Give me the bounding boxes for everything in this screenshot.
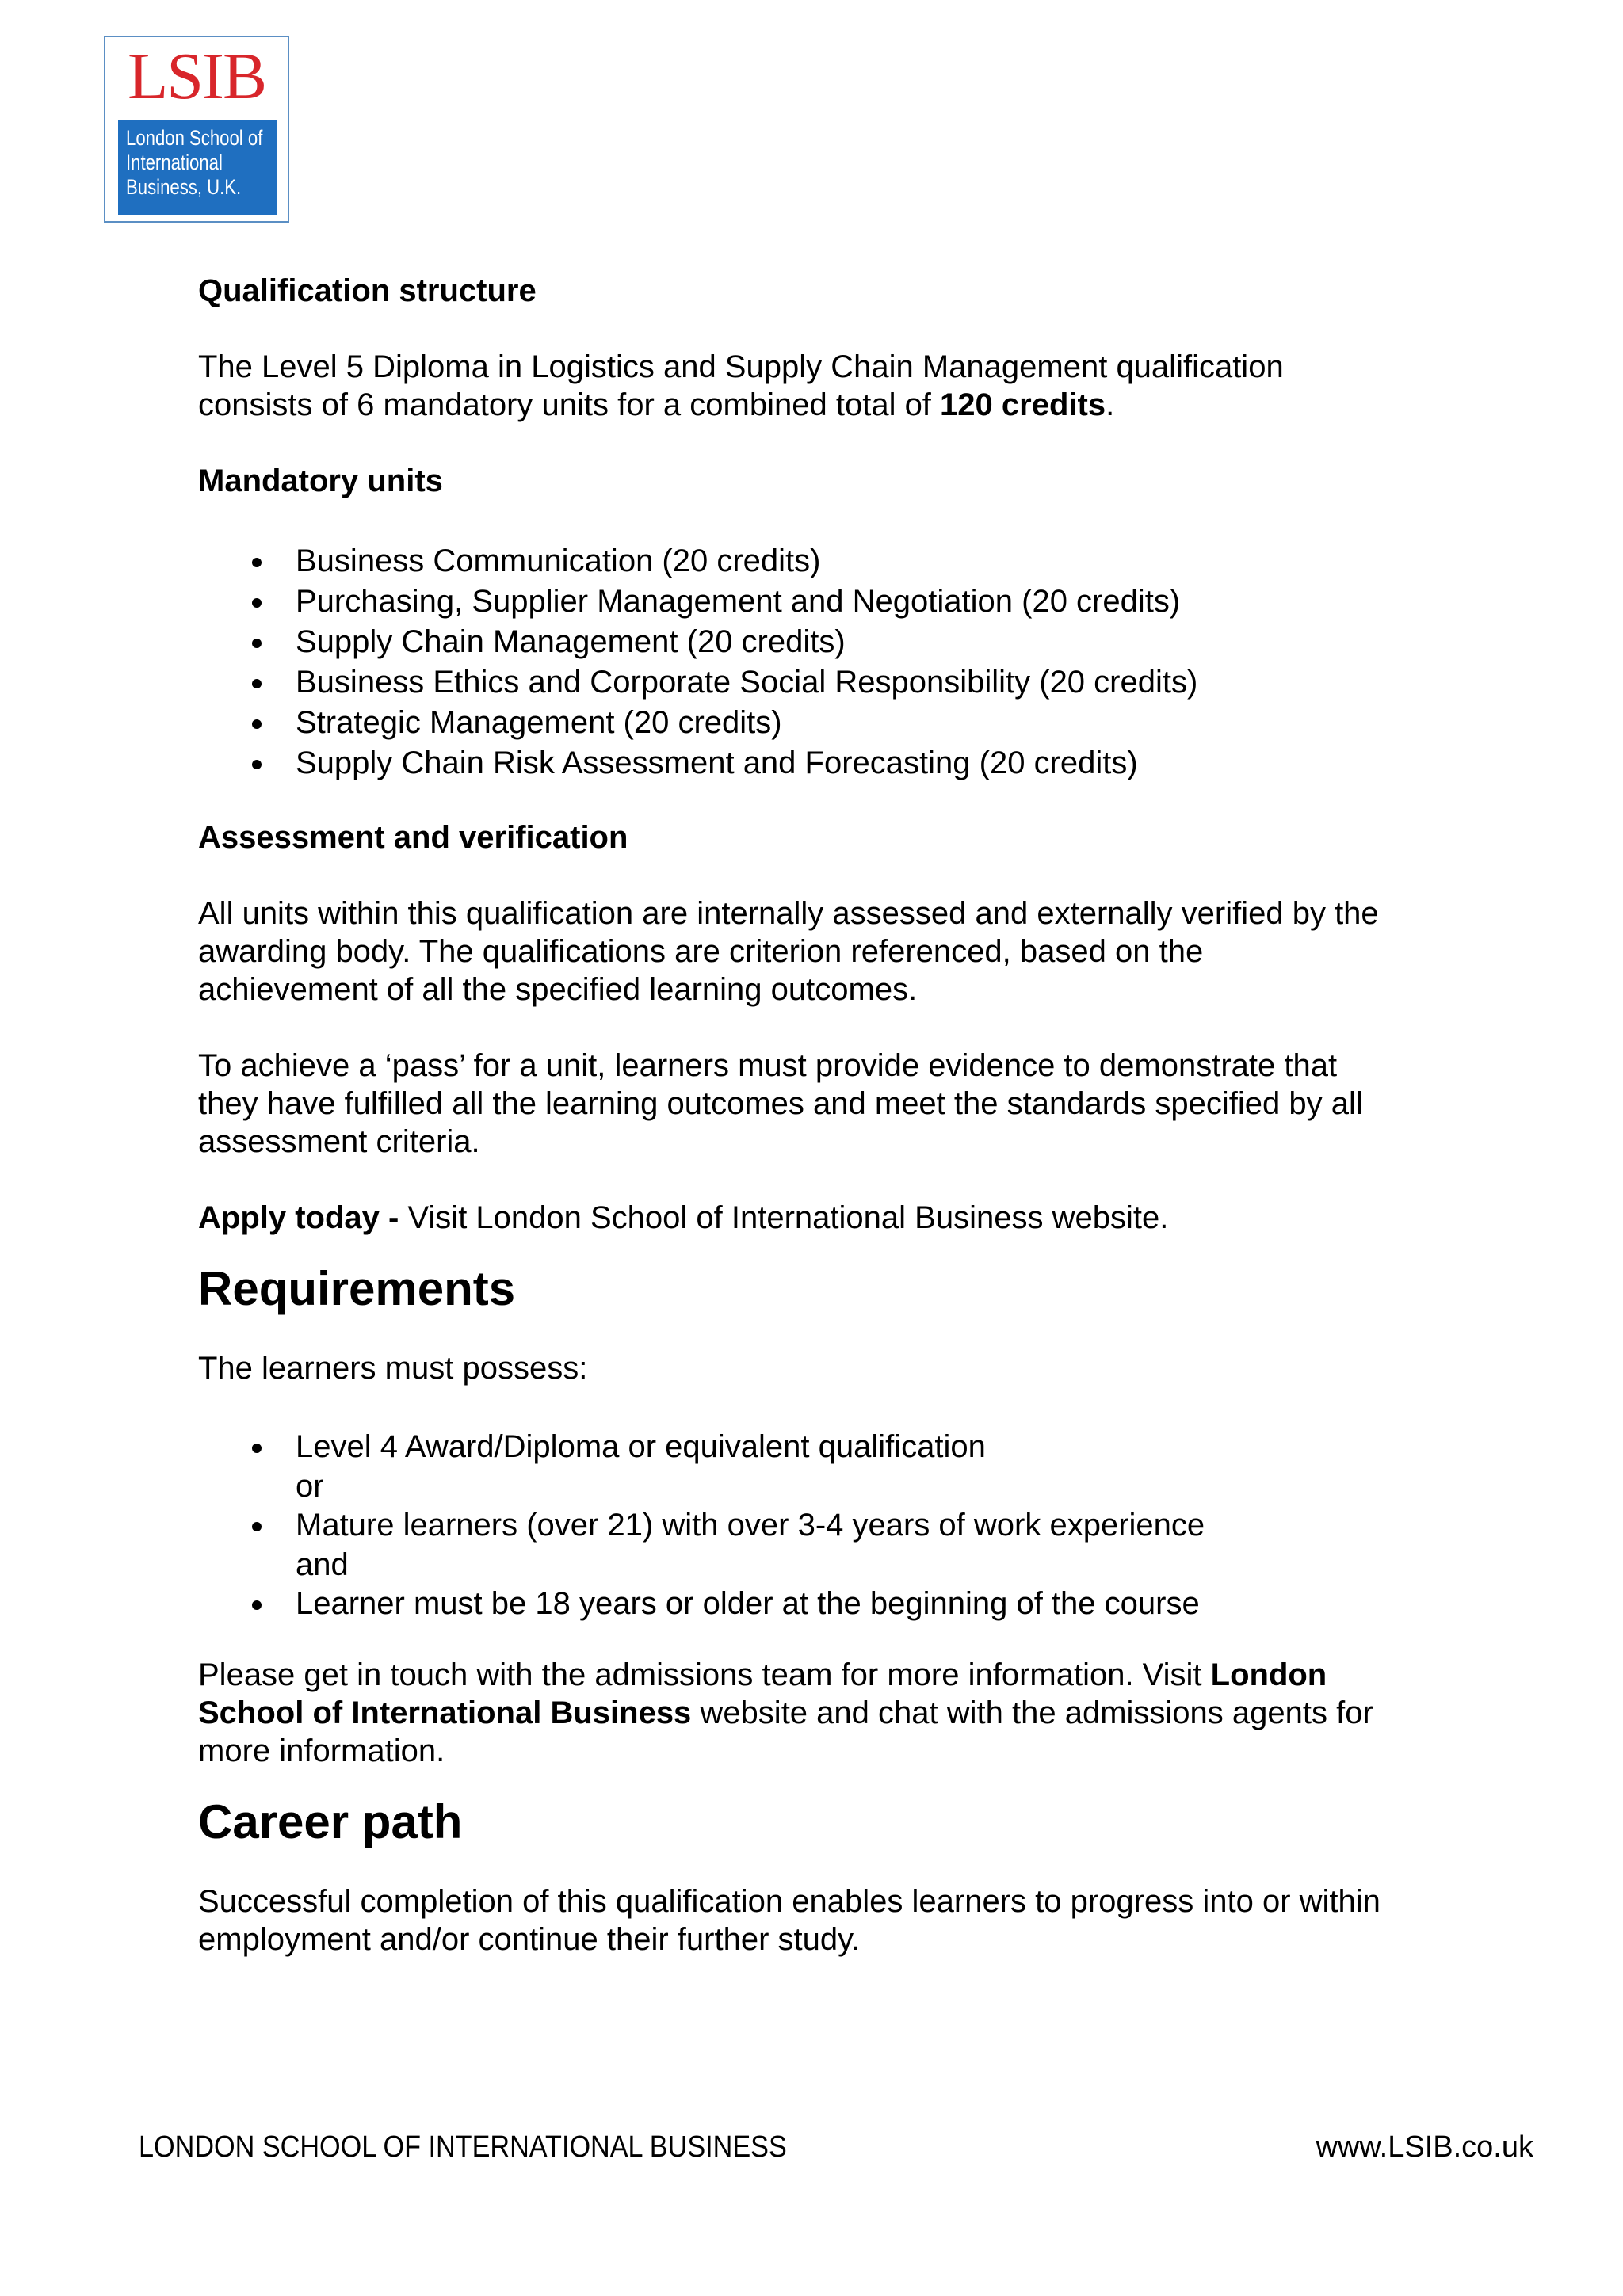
lsib-logo: [104, 36, 289, 223]
logo-line: Business, U.K.: [126, 175, 242, 199]
list-item: Mature learners (over 21) with over 3-4 years of work experience: [198, 1505, 1434, 1546]
career-paragraph: [198, 1882, 1434, 1958]
text-line: they have fulfilled all the learning outcomes and meet the standards specified by all: [198, 1086, 1363, 1121]
text-line: Successful completion of this qualification enables learners to progress into or within: [198, 1884, 1381, 1919]
assessment-heading: Assessment and verification: [198, 820, 628, 855]
list-connector: or: [296, 1469, 324, 1504]
intro-line: The Level 5 Diploma in Logistics and Supply Chain Management qualification: [198, 349, 1284, 384]
mandatory-units-list: [198, 541, 1434, 784]
qualification-heading: Qualification structure: [198, 273, 537, 308]
requirements-intro: The learners must possess:: [198, 1351, 588, 1386]
list-item: Supply Chain Risk Assessment and Forecasting (20 credits): [198, 743, 1434, 784]
document-body: [198, 272, 1434, 1958]
list-connector: and: [296, 1547, 349, 1582]
text-line: To achieve a ‘pass’ for a unit, learners must provide evidence to demonstrate that: [198, 1048, 1338, 1083]
intro-line: consists of 6 mandatory units for a combined total of: [198, 387, 941, 422]
footer-website: www.LSIB.co.uk: [1316, 2130, 1533, 2164]
mandatory-units-heading: Mandatory units: [198, 463, 443, 498]
footer-school-name: LONDON SCHOOL OF INTERNATIONAL BUSINESS: [139, 2130, 787, 2164]
apply-today-text: Visit London School of International Business website.: [399, 1200, 1169, 1235]
text-line: achievement of all the specified learning outcomes.: [198, 972, 918, 1007]
logo-blue-box: [118, 120, 277, 215]
contact-paragraph: [198, 1656, 1434, 1770]
logo-wordmark: LSIB: [127, 40, 266, 113]
text-line: assessment criteria.: [198, 1124, 480, 1159]
logo-line: International: [126, 151, 223, 174]
total-credits: 120 credits: [940, 387, 1106, 422]
text-line: employment and/or continue their further study.: [198, 1922, 861, 1957]
text-line: website and chat with the admissions agents for: [691, 1695, 1373, 1730]
list-item: Level 4 Award/Diploma or equivalent qualification: [198, 1427, 1434, 1467]
list-item: Learner must be 18 years or older at the beginning of the course: [198, 1584, 1434, 1624]
requirements-heading: Requirements: [198, 1262, 516, 1315]
requirements-list: [198, 1427, 1434, 1467]
list-item: Business Communication (20 credits): [198, 541, 1434, 582]
school-name-part: London: [1210, 1657, 1327, 1692]
qualification-intro: [198, 348, 1434, 424]
logo-line: London School of: [126, 126, 263, 150]
list-item: Purchasing, Supplier Management and Negotiation (20 credits): [198, 582, 1434, 622]
assessment-paragraph-2: [198, 1047, 1434, 1161]
list-item: Supply Chain Management (20 credits): [198, 622, 1434, 662]
text-line: All units within this qualification are internally assessed and externally verified by the: [198, 896, 1379, 931]
assessment-paragraph-1: [198, 894, 1434, 1009]
apply-today-label: Apply today -: [198, 1200, 399, 1235]
requirements-list-cont: [198, 1505, 1434, 1546]
requirements-list-cont: [198, 1584, 1434, 1624]
school-name-part: School of International Business: [198, 1695, 692, 1730]
text-line: more information.: [198, 1733, 445, 1768]
apply-today: [198, 1199, 1434, 1237]
intro-period: .: [1106, 387, 1115, 422]
list-item: Strategic Management (20 credits): [198, 703, 1434, 743]
list-item: Business Ethics and Corporate Social Responsibility (20 credits): [198, 662, 1434, 703]
text-line: awarding body. The qualifications are criterion referenced, based on the: [198, 934, 1204, 969]
text-line: Please get in touch with the admissions team for more information. Visit: [198, 1657, 1211, 1692]
career-path-heading: Career path: [198, 1795, 463, 1848]
